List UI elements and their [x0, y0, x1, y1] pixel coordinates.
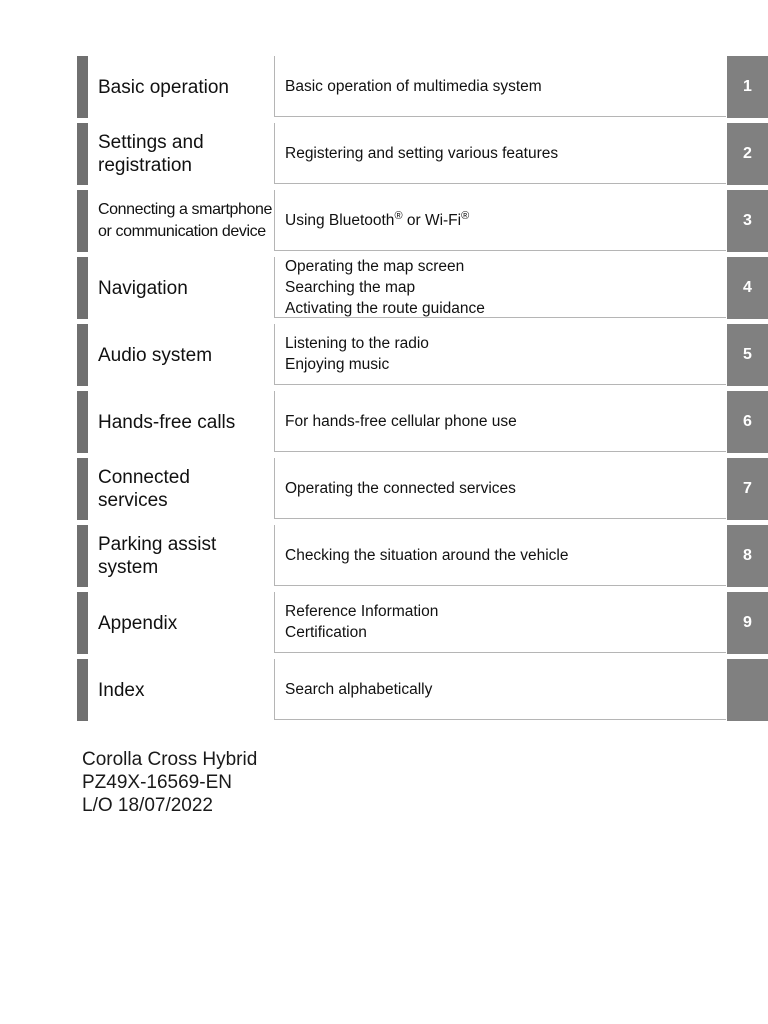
registered-mark: ® — [461, 209, 470, 222]
chapter-number-tab[interactable] — [727, 659, 768, 721]
chapter-number-tab[interactable]: 1 — [727, 56, 768, 118]
row-marker-bar — [77, 525, 88, 587]
chapter-number-tab[interactable]: 9 — [727, 592, 768, 654]
toc-row-hands-free-calls[interactable] — [77, 391, 768, 453]
row-description: Reference Information Certification — [274, 592, 726, 653]
row-description: Registering and setting various features — [274, 123, 726, 184]
toc-row-parking-assist-system[interactable] — [77, 525, 768, 587]
document-footer — [82, 748, 257, 817]
row-description: Listening to the radio Enjoying music — [274, 324, 726, 385]
desc-text: or Wi-Fi — [402, 211, 462, 229]
row-title: Connecting a smartphone or communication device — [98, 201, 273, 240]
row-marker-bar — [77, 324, 88, 386]
row-title: Basic operation — [98, 76, 229, 98]
toc-row-connecting-smartphone[interactable] — [77, 190, 768, 252]
toc-row-connected-services[interactable] — [77, 458, 768, 520]
chapter-number-tab[interactable]: 7 — [727, 458, 768, 520]
row-description: Search alphabetically — [274, 659, 726, 720]
row-marker-bar — [77, 458, 88, 520]
row-marker-bar — [77, 190, 88, 252]
row-description: For hands-free cellular phone use — [274, 391, 726, 452]
row-description: Operating the map screen Searching the map Activating the route guidance — [274, 257, 726, 318]
chapter-number-tab[interactable]: 4 — [727, 257, 768, 319]
registered-mark: ® — [394, 209, 403, 222]
toc-row-index[interactable] — [77, 659, 768, 721]
row-marker-bar — [77, 659, 88, 721]
table-of-contents — [77, 56, 768, 726]
toc-row-appendix[interactable] — [77, 592, 768, 654]
row-title: Settings and registration — [98, 132, 204, 176]
row-title: Audio system — [98, 344, 213, 366]
layout-date: L/O 18/07/2022 — [82, 795, 213, 816]
row-title: Appendix — [98, 612, 178, 634]
toc-row-navigation[interactable] — [77, 257, 768, 319]
row-marker-bar — [77, 257, 88, 319]
row-title: Hands-free calls — [98, 411, 236, 433]
chapter-number-tab[interactable]: 2 — [727, 123, 768, 185]
part-number: PZ49X-16569-EN — [82, 772, 232, 793]
row-description — [274, 190, 726, 251]
row-marker-bar — [77, 391, 88, 453]
row-marker-bar — [77, 56, 88, 118]
row-title: Connected services — [98, 467, 190, 511]
chapter-number-tab[interactable]: 3 — [727, 190, 768, 252]
row-description: Operating the connected services — [274, 458, 726, 519]
chapter-number-tab[interactable]: 5 — [727, 324, 768, 386]
row-title: Navigation — [98, 277, 188, 299]
toc-row-settings-and-registration[interactable] — [77, 123, 768, 185]
row-description: Basic operation of multimedia system — [274, 56, 726, 117]
chapter-number-tab[interactable]: 8 — [727, 525, 768, 587]
vehicle-model: Corolla Cross Hybrid — [82, 749, 258, 770]
chapter-number-tab[interactable]: 6 — [727, 391, 768, 453]
row-title: Parking assist system — [98, 534, 217, 578]
toc-row-audio-system[interactable] — [77, 324, 768, 386]
row-title: Index — [98, 679, 145, 701]
row-marker-bar — [77, 123, 88, 185]
row-marker-bar — [77, 592, 88, 654]
row-description: Checking the situation around the vehicle — [274, 525, 726, 586]
desc-text: Using Bluetooth — [285, 211, 395, 229]
toc-row-basic-operation[interactable] — [77, 56, 768, 118]
